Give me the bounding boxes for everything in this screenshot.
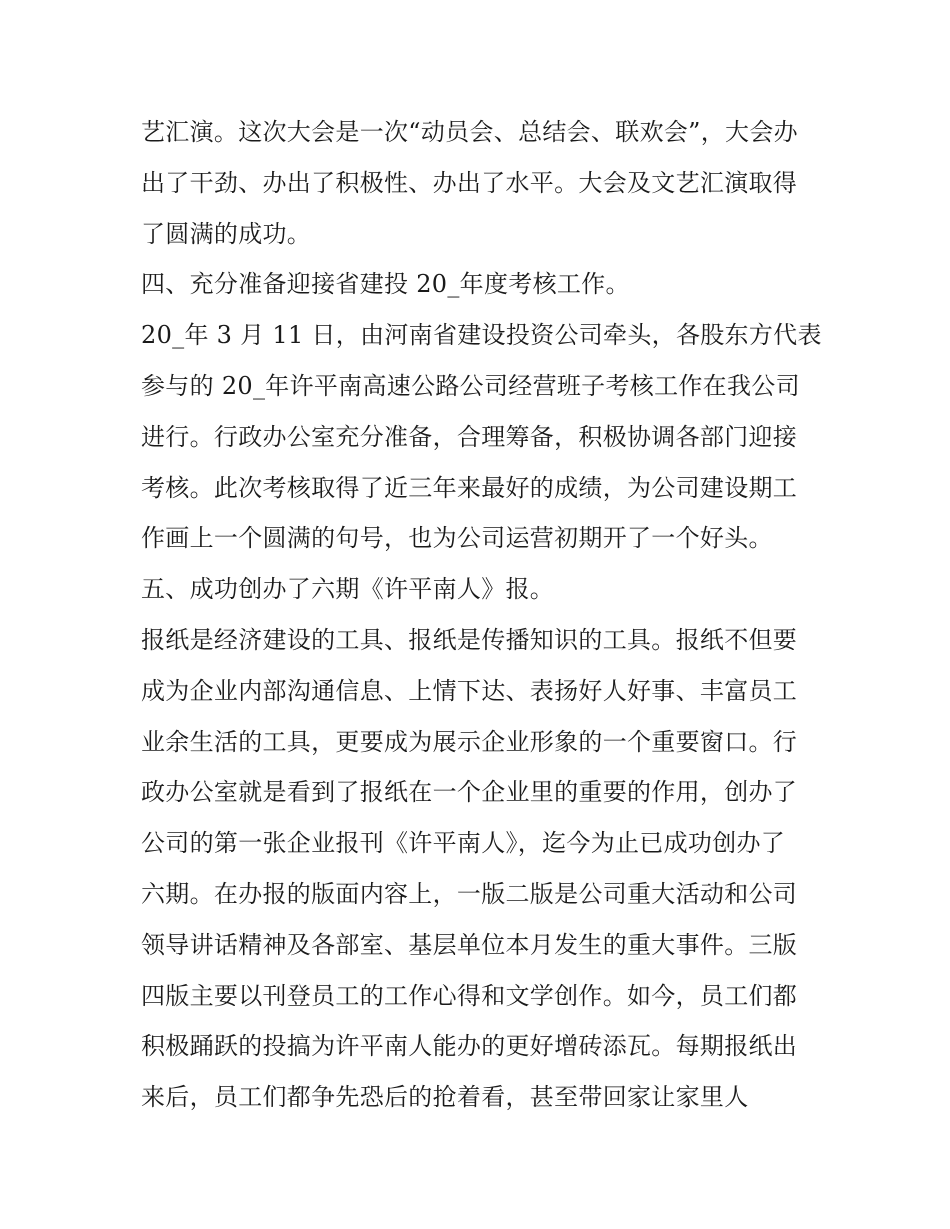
text-line: 来后，员工们都争先恐后的抢着看，甚至带回家让家里人 [141, 1083, 749, 1112]
text-line: 进行。行政办公室充分准备，合理筹备，积极协调各部门迎接 [141, 422, 798, 451]
text-line: 公司的第一张企业报刊《许平南人》，迄今为止已成功创办了 [141, 829, 786, 858]
text-line: 成为企业内部沟通信息、上情下达、表扬好人好事、丰富员工 [141, 676, 798, 705]
section-heading: 五、成功创办了六期《许平南人》报。 [141, 575, 555, 604]
text-line: 六期。在办报的版面内容上，一版二版是公司重大活动和公司 [141, 879, 798, 908]
text-line: 作画上一个圆满的句号，也为公司运营初期开了一个好头。 [141, 524, 773, 553]
text-line: 参与的 20_年许平南高速公路公司经营班子考核工作在我公司 [141, 371, 800, 400]
text-line: 艺汇演。这次大会是一次“动员会、总结会、联欢会”，大会办 [141, 118, 798, 146]
section-heading: 四、充分准备迎接省建投 20_年度考核工作。 [141, 270, 630, 299]
text-line: 领导讲话精神及各部室、基层单位本月发生的重大事件。三版 [141, 930, 798, 959]
text-line: 报纸是经济建设的工具、报纸是传播知识的工具。报纸不但要 [141, 625, 798, 654]
body-text [141, 107, 821, 1123]
text-line: 20_年 3 月 11 日，由河南省建设投资公司牵头，各股东方代表 [141, 321, 822, 350]
text-line: 政办公室就是看到了报纸在一个企业里的重要的作用，创办了 [141, 778, 798, 807]
text-line: 出了干劲、办出了积极性、办出了水平。大会及文艺汇演取得 [141, 168, 798, 197]
text-line: 考核。此次考核取得了近三年来最好的成绩，为公司建设期工 [141, 473, 798, 502]
text-line: 了圆满的成功。 [141, 219, 312, 248]
text-line: 业余生活的工具，更要成为展示企业形象的一个重要窗口。行 [141, 727, 798, 756]
text-line: 积极踊跃的投搞为许平南人能办的更好增砖添瓦。每期报纸出 [141, 1032, 798, 1061]
text-line: 四版主要以刊登员工的工作心得和文学创作。如今，员工们都 [141, 981, 798, 1010]
